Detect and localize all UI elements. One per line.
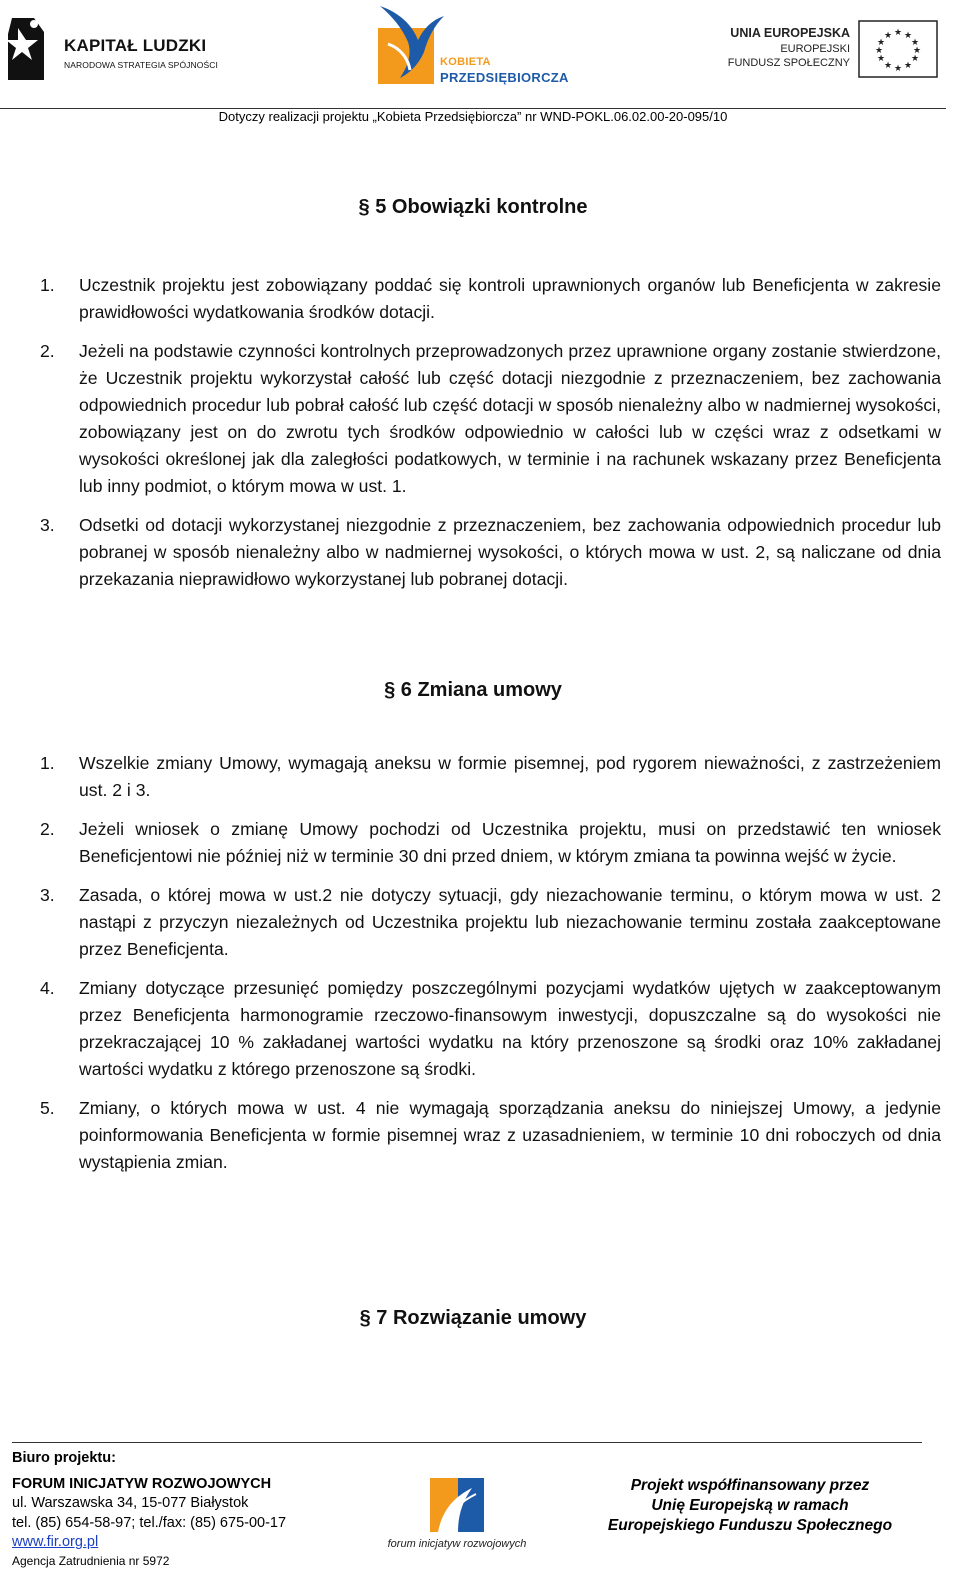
- eu-union-label: UNIA EUROPEJSKA: [730, 26, 850, 40]
- project-reference-note: Dotyczy realizacji projektu „Kobieta Przedsiębiorcza” nr WND-POKL.06.02.00-20-095/10: [218, 109, 728, 124]
- item-number: 4.: [40, 978, 55, 998]
- section-6-list: [40, 750, 941, 1176]
- kapital-ludzki-logo: [4, 14, 219, 86]
- svg-text:★: ★: [903, 31, 913, 41]
- list-item: [40, 882, 941, 963]
- svg-text:★: ★: [883, 61, 893, 71]
- forum-logo-caption: forum inicjatyw rozwojowych: [387, 1538, 527, 1550]
- svg-text:★: ★: [876, 38, 886, 48]
- kobieta-label: KOBIETA: [440, 56, 491, 68]
- svg-text:★: ★: [912, 46, 922, 56]
- przedsiebiorcza-label: PRZEDSIĘBIORCZA: [440, 70, 569, 85]
- forum-logo: [372, 1472, 542, 1558]
- list-item: [40, 338, 941, 500]
- svg-text:★: ★: [874, 46, 884, 56]
- cofinancing-line-1: Projekt współfinansowany przez: [630, 1477, 870, 1494]
- item-text: Zmiany, o których mowa w ust. 4 nie wymagają sporządzania aneksu do niniejszej Umowy, a jedynie poinformowania Beneficjenta w formie pisemnej wraz z uzasadnieniem, w terminie 10 dni roboczych od dnia wystąpienia zmian.: [79, 1098, 941, 1172]
- item-text: Wszelkie zmiany Umowy, wymagają aneksu w formie pisemnej, pod rygorem nieważności, z zastrzeżeniem ust. 2 i 3.: [79, 753, 941, 800]
- kobieta-przedsiebiorcza-mark-icon: [378, 4, 448, 90]
- item-text: Jeżeli na podstawie czynności kontrolnych przeprowadzonych przez uprawnione organy zostanie stwierdzone, że Uczestnik projektu wykorzystał całość lub część dotacji niezgodnie z przeznaczeniem, bez zachowania odpowiednich procedur lub pobrał całość lub część dotacji w sposób nienależny albo w nadmiernej wysokości, zobowiązany jest on do zwrotu tych środków odpowiednio w całości lub w części wraz z odsetkami w wysokości określonej jak dla zaległości podatkowych, w terminie i na rachunek wskazany przez Beneficjenta lub inny podmiot, o którym mowa w ust. 1.: [79, 341, 941, 496]
- section-5-list: [40, 272, 941, 593]
- item-number: 2.: [40, 819, 55, 839]
- kobieta-przedsiebiorcza-logo: [378, 4, 578, 90]
- svg-text:★: ★: [893, 64, 903, 74]
- eu-fund-label-1: EUROPEJSKI: [780, 43, 850, 55]
- kapital-ludzki-subtitle: NARODOWA STRATEGIA SPÓJNOŚCI: [64, 60, 218, 70]
- office-label: Biuro projektu:: [12, 1450, 116, 1466]
- project-office-info: [12, 1449, 286, 1569]
- item-text: Zasada, o której mowa w ust.2 nie dotyczy sytuacji, gdy niezachowanie terminu, o którym mowa w ust. 2 nastąpi z przyczyn niezależnych od Uczestnika projektu lub niezachowanie terminu została zaakceptowane przez Beneficjenta.: [79, 885, 941, 959]
- svg-text:★: ★: [876, 54, 886, 64]
- item-number: 1.: [40, 753, 55, 773]
- kapital-ludzki-mark-icon: [4, 14, 50, 84]
- item-number: 3.: [40, 885, 55, 905]
- organization-name: FORUM INICJATYW ROZWOJOWYCH: [12, 1475, 272, 1492]
- footer-divider: [12, 1442, 922, 1443]
- item-number: 3.: [40, 515, 55, 535]
- svg-text:★: ★: [910, 38, 920, 48]
- item-number: 1.: [40, 275, 55, 295]
- list-item: [40, 512, 941, 593]
- agency-number: Agencja Zatrudnienia nr 5972: [12, 1553, 170, 1568]
- svg-text:★: ★: [910, 54, 920, 64]
- list-item: [40, 975, 941, 1083]
- svg-text:★: ★: [893, 28, 903, 38]
- section-7-title: § 7 Rozwiązanie umowy: [359, 1307, 587, 1329]
- list-item: [40, 272, 941, 326]
- item-text: Odsetki od dotacji wykorzystanej niezgodnie z przeznaczeniem, bez zachowania odpowiednich procedur lub pobranej w sposób nienależny albo w nadmiernej wysokości, o których mowa w ust. 2, są naliczane od dnia przekazania nieprawidłowo wykorzystanej lub pobranej dotacji.: [79, 515, 941, 589]
- cofinancing-line-2: Unię Europejską w ramach: [651, 1497, 849, 1514]
- list-item: [40, 816, 941, 870]
- svg-text:★: ★: [883, 31, 893, 41]
- list-item: [40, 750, 941, 804]
- list-item: [40, 1095, 941, 1176]
- eu-flag-icon: [858, 20, 938, 78]
- svg-text:★: ★: [903, 61, 913, 71]
- cofinancing-line-3: Europejskiego Funduszu Społecznego: [607, 1517, 893, 1534]
- item-text: Jeżeli wniosek o zmianę Umowy pochodzi od Uczestnika projektu, musi on przedstawić ten wniosek Beneficjentowi nie później niż w terminie 30 dni przed dniem, w którym zmiana ta powinna wejść w życie.: [79, 819, 941, 866]
- section-5-title: § 5 Obowiązki kontrolne: [358, 196, 588, 218]
- cofinancing-note: [560, 1476, 940, 1536]
- item-number: 5.: [40, 1098, 55, 1118]
- website-link[interactable]: www.fir.org.pl: [12, 1534, 99, 1550]
- section-6-title: § 6 Zmiana umowy: [384, 679, 562, 701]
- office-phone: tel. (85) 654-58-97; tel./fax: (85) 675-00-17: [12, 1514, 287, 1531]
- eu-fund-label-2: FUNDUSZ SPOŁECZNY: [727, 57, 850, 69]
- item-number: 2.: [40, 341, 55, 361]
- office-address: ul. Warszawska 34, 15-077 Białystok: [12, 1495, 249, 1511]
- item-text: Zmiany dotyczące przesunięć pomiędzy poszczególnymi pozycjami wydatków ujętych w zaakceptowanym przez Beneficjenta harmonogramie rzeczowo-finansowym inwestycji, dopuszczalne są do wysokości nie przekraczającej 10 % zakładanej wartości wydatku na który przenoszone są środki oraz 10% zakładanej wartości wydatku z którego przenoszone są środki.: [79, 978, 941, 1079]
- forum-logo-mark-icon: [372, 1472, 542, 1538]
- eu-logo: [728, 18, 948, 88]
- item-text: Uczestnik projektu jest zobowiązany poddać się kontroli uprawnionych organów lub Beneficjenta w zakresie prawidłowości wydatkowania środków dotacji.: [79, 275, 941, 322]
- kapital-ludzki-title: KAPITAŁ LUDZKI: [64, 36, 207, 55]
